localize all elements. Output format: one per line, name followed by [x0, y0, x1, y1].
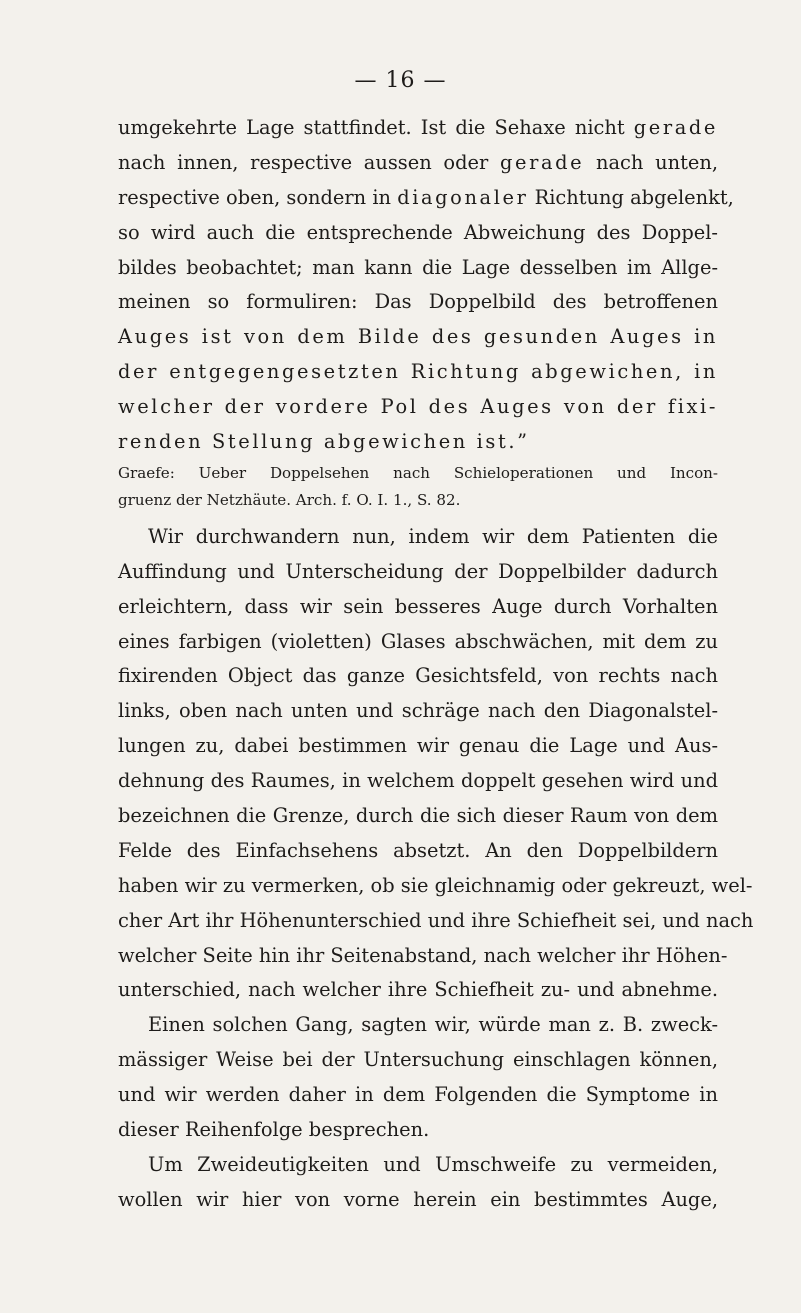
text-line: eines farbigen (violetten) Glases abschwächen, mit dem zu	[118, 629, 718, 653]
text-line: mässiger Weise bei der Untersuchung einschlagen können,	[118, 1048, 718, 1072]
text-line: Auges ist von dem Bilde des gesunden Auges in	[118, 325, 718, 349]
quote-paragraph	[118, 111, 734, 460]
text-line: welcher Seite hin ihr Seitenabstand, nach welcher ihr Höhen-	[118, 943, 728, 967]
page-number: — 16 —	[354, 68, 447, 93]
text-line: renden Stellung abgewichen ist.”	[118, 430, 530, 454]
text-line: umgekehrte Lage stattfindet. Ist die Sehaxe nicht gerade	[118, 116, 718, 139]
paragraph	[118, 1148, 718, 1218]
text-line: lungen zu, dabei bestimmen wir genau die Lage und Aus-	[118, 734, 718, 758]
emphasis: diagonaler	[397, 185, 529, 209]
text-line: fixirenden Object das ganze Gesichtsfeld, von rechts nach	[118, 664, 718, 688]
text-line: bildes beobachtet; man kann die Lage desselben im Allge-	[118, 255, 718, 279]
text-line: der entgegengesetzten Richtung abgewichen, in	[118, 360, 718, 384]
text-line: Einen solchen Gang, sagten wir, würde man z. B. zweck-	[148, 1013, 718, 1037]
text-line: Auffindung und Unterscheidung der Doppelbilder dadurch	[118, 559, 718, 583]
citation-line: gruenz der Netzhäute. Arch. f. O. I. 1., S. 82.	[118, 490, 461, 509]
text-line: haben wir zu vermerken, ob sie gleichnamig oder gekreuzt, wel-	[118, 873, 753, 897]
text-line: links, oben nach unten und schräge nach den Diagonalstel-	[118, 699, 718, 723]
text-line: respective oben, sondern in diagonaler Richtung abgelenkt,	[118, 185, 734, 209]
text-line: erleichtern, dass wir sein besseres Auge durch Vorhalten	[118, 594, 718, 618]
paragraph	[118, 1008, 718, 1148]
text-line: Wir durchwandern nun, indem wir dem Patienten die	[148, 524, 718, 548]
paragraph	[118, 520, 754, 1008]
text-line: Felde des Einfachsehens absetzt. An den Doppelbildern	[118, 838, 718, 862]
emphasis: gerade	[633, 116, 718, 139]
text-line: unterschied, nach welcher ihre Schiefheit zu- und abnehme.	[118, 978, 718, 1002]
text-line: so wird auch die entsprechende Abweichung des Doppel-	[118, 220, 718, 244]
body-text	[118, 111, 754, 1218]
text-line: welcher der vordere Pol des Auges von der fixi-	[118, 395, 718, 419]
citation-line: Graefe: Ueber Doppelsehen nach Schieloperationen und Incon-	[118, 463, 718, 482]
text-line: dieser Reihenfolge besprechen.	[118, 1118, 430, 1142]
emphasis: gerade	[500, 150, 585, 174]
text-line: nach innen, respective aussen oder gerade nach unten,	[118, 150, 719, 174]
text-line: meinen so formuliren: Das Doppelbild des betroffenen	[118, 290, 718, 314]
citation	[118, 460, 718, 514]
text-line: bezeichnen die Grenze, durch die sich dieser Raum von dem	[118, 804, 718, 828]
text-line: cher Art ihr Höhenunterschied und ihre Schiefheit sei, und nach	[118, 908, 754, 932]
text-line: Um Zweideutigkeiten und Umschweife zu vermeiden,	[148, 1152, 718, 1176]
text-line: und wir werden daher in dem Folgenden die Symptome in	[118, 1083, 718, 1107]
text-line: wollen wir hier von vorne herein ein bestimmtes Auge,	[118, 1187, 718, 1211]
text-line: dehnung des Raumes, in welchem doppelt gesehen wird und	[118, 769, 718, 793]
